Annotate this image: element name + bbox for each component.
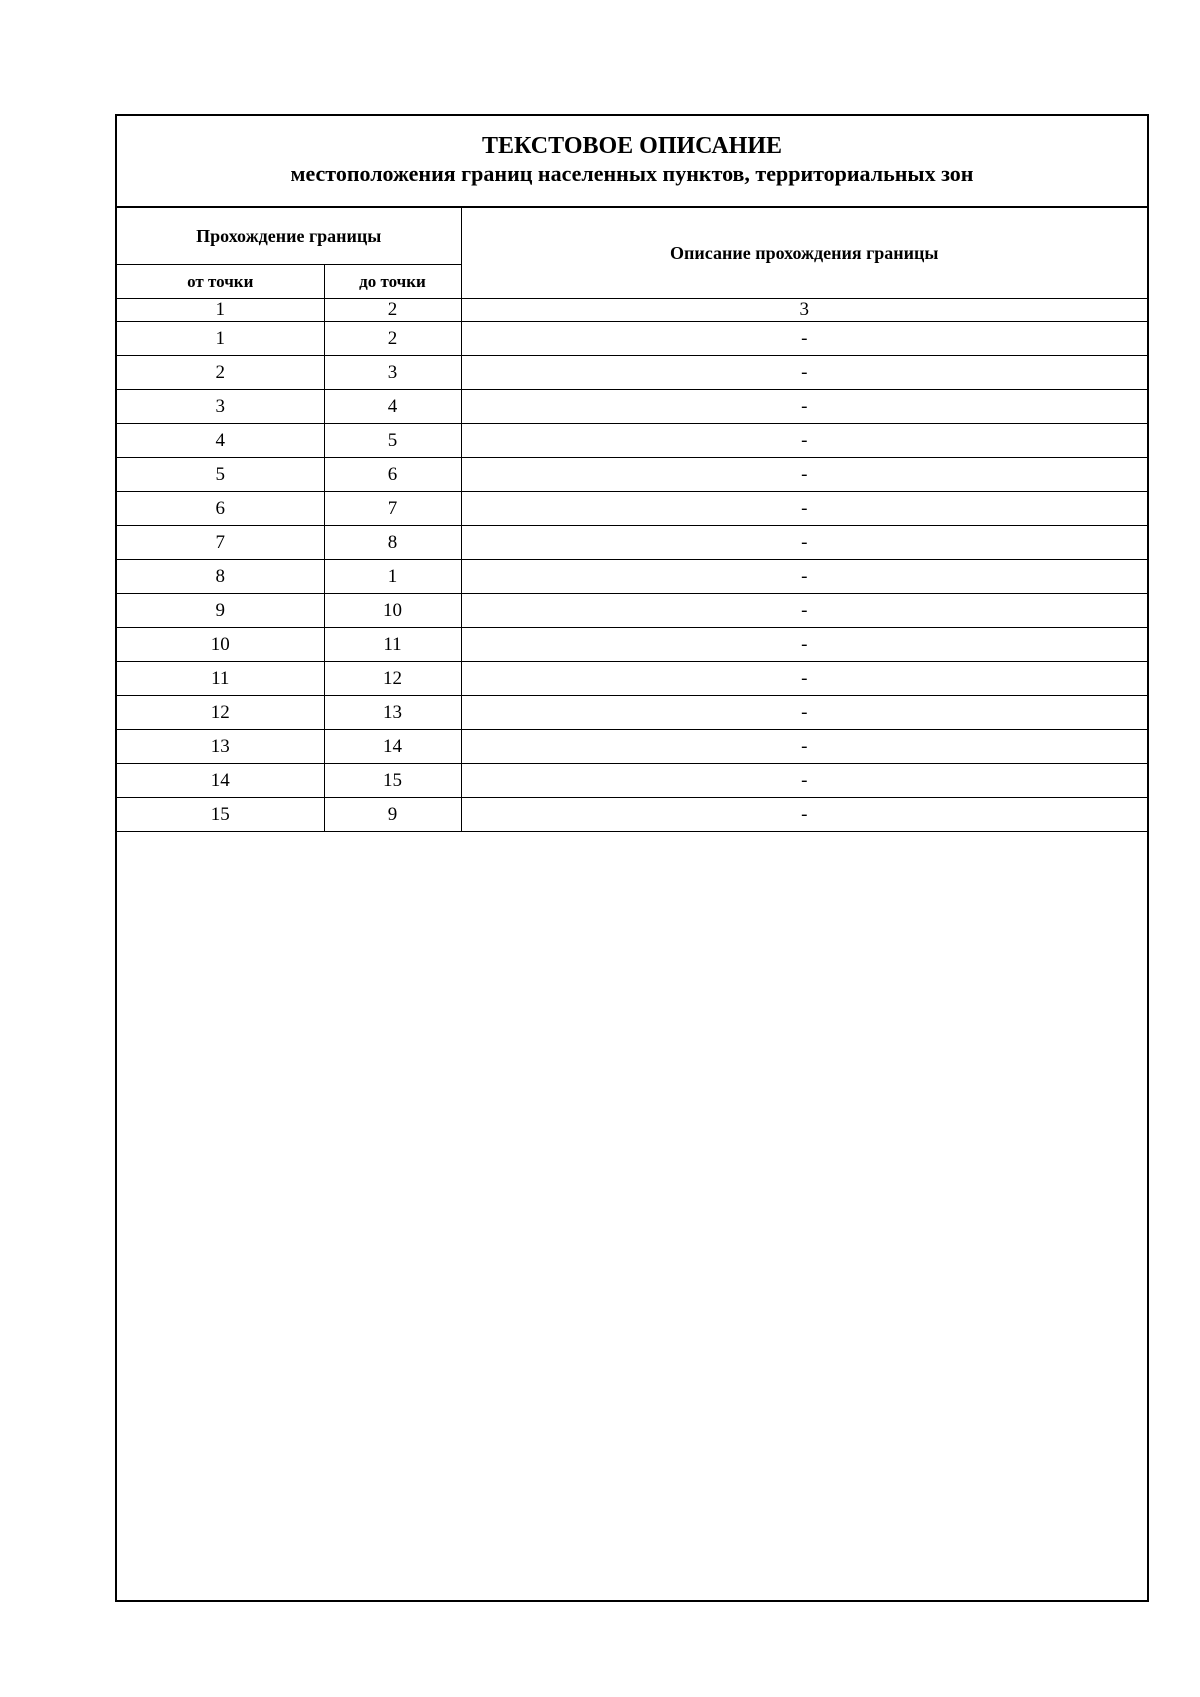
column-number: 1 (117, 299, 324, 322)
column-number: 2 (324, 299, 461, 322)
description-cell: - (461, 594, 1147, 628)
column-number-row (117, 299, 1147, 322)
table-row (117, 594, 1147, 628)
to-point-cell: 2 (324, 322, 461, 356)
to-point-cell: 10 (324, 594, 461, 628)
to-point-cell: 14 (324, 730, 461, 764)
from-point-cell: 6 (117, 492, 324, 526)
table-row (117, 560, 1147, 594)
from-point-cell: 10 (117, 628, 324, 662)
from-point-cell: 8 (117, 560, 324, 594)
description-cell: - (461, 662, 1147, 696)
title-block (117, 116, 1147, 208)
description-cell: - (461, 458, 1147, 492)
from-point-cell: 4 (117, 424, 324, 458)
header-to-point: до точки (324, 265, 461, 299)
from-point-cell: 12 (117, 696, 324, 730)
description-cell: - (461, 730, 1147, 764)
table-row (117, 322, 1147, 356)
to-point-cell: 12 (324, 662, 461, 696)
table-row (117, 492, 1147, 526)
header-boundary-description: Описание прохождения границы (461, 208, 1147, 299)
table-row (117, 662, 1147, 696)
to-point-cell: 4 (324, 390, 461, 424)
header-from-point: от точки (117, 265, 324, 299)
description-cell: - (461, 696, 1147, 730)
description-cell: - (461, 492, 1147, 526)
table-row (117, 730, 1147, 764)
from-point-cell: 5 (117, 458, 324, 492)
table-row (117, 526, 1147, 560)
from-point-cell: 15 (117, 798, 324, 832)
table-row (117, 390, 1147, 424)
description-cell: - (461, 764, 1147, 798)
from-point-cell: 1 (117, 322, 324, 356)
to-point-cell: 7 (324, 492, 461, 526)
from-point-cell: 14 (117, 764, 324, 798)
to-point-cell: 6 (324, 458, 461, 492)
document-title: ТЕКСТОВОЕ ОПИСАНИЕ (481, 133, 782, 159)
boundary-table (117, 208, 1147, 832)
to-point-cell: 13 (324, 696, 461, 730)
column-number: 3 (461, 299, 1147, 322)
table-row (117, 764, 1147, 798)
table-row (117, 458, 1147, 492)
from-point-cell: 2 (117, 356, 324, 390)
description-cell: - (461, 628, 1147, 662)
description-cell: - (461, 390, 1147, 424)
header-boundary-passage: Прохождение границы (117, 208, 461, 265)
description-cell: - (461, 424, 1147, 458)
from-point-cell: 7 (117, 526, 324, 560)
table-row (117, 798, 1147, 832)
table-row (117, 424, 1147, 458)
description-cell: - (461, 798, 1147, 832)
from-point-cell: 11 (117, 662, 324, 696)
to-point-cell: 1 (324, 560, 461, 594)
to-point-cell: 15 (324, 764, 461, 798)
description-cell: - (461, 526, 1147, 560)
table-row (117, 628, 1147, 662)
from-point-cell: 3 (117, 390, 324, 424)
from-point-cell: 13 (117, 730, 324, 764)
document-frame (115, 114, 1149, 1602)
description-cell: - (461, 322, 1147, 356)
description-cell: - (461, 560, 1147, 594)
to-point-cell: 5 (324, 424, 461, 458)
to-point-cell: 9 (324, 798, 461, 832)
to-point-cell: 8 (324, 526, 461, 560)
document-subtitle: местоположения границ населенных пунктов, территориальных зон (290, 161, 974, 186)
to-point-cell: 3 (324, 356, 461, 390)
table-row (117, 696, 1147, 730)
from-point-cell: 9 (117, 594, 324, 628)
to-point-cell: 11 (324, 628, 461, 662)
description-cell: - (461, 356, 1147, 390)
table-row (117, 356, 1147, 390)
